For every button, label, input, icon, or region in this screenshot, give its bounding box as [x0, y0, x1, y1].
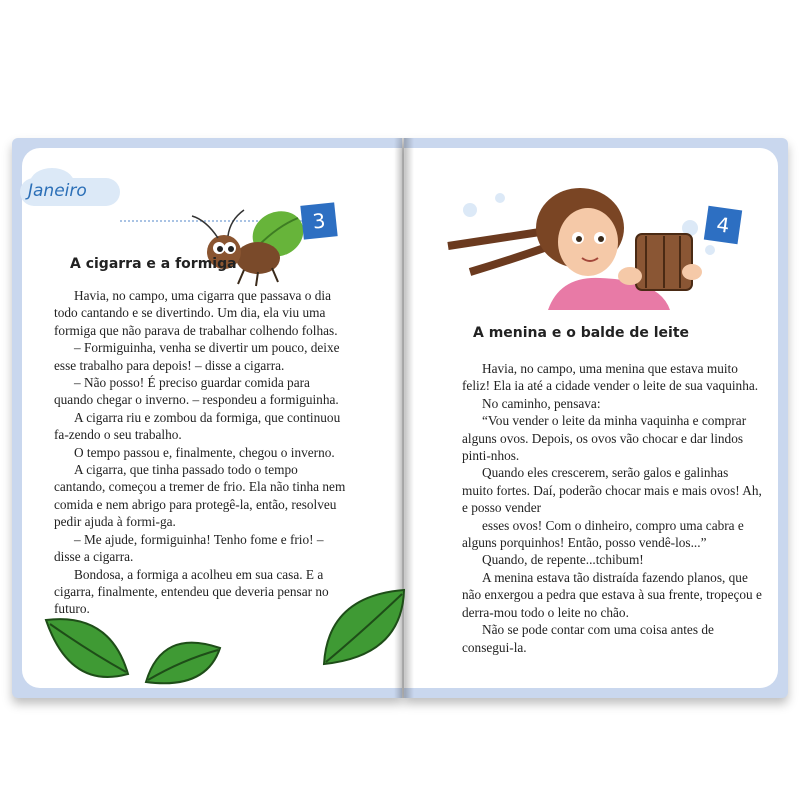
leaf-illustration	[40, 612, 136, 692]
paragraph: A cigarra riu e zombou da formiga, que continuou fa-zendo o seu trabalho.	[54, 409, 341, 443]
paragraph: O tempo passou e, finalmente, chegou o inverno.	[74, 444, 335, 460]
story-text-right	[462, 360, 762, 656]
paragraph: A menina estava tão distraída fazendo planos, que não enxergou a pedra que estava à sua frente, tropeçou e derra-mou todo o leite no chão.	[462, 569, 762, 620]
month-tab	[20, 178, 120, 206]
paragraph: – Formiguinha, venha se divertir um pouco, deixe esse trabalho para depois! – disse a cigarra.	[54, 340, 340, 373]
paragraph: Não se pode contar com uma coisa antes de consegui-la.	[462, 622, 714, 655]
story-title-right: A menina e o balde de leite	[473, 325, 690, 341]
paragraph: Havia, no campo, uma menina que estava muito feliz! Ela ia até a cidade vender o leite de sua vaquinha.	[462, 361, 759, 394]
paragraph: – Não posso! É preciso guardar comida para quando chegar o inverno. – respondeu a formiguinha.	[54, 375, 339, 408]
paragraph: – Me ajude, formiguinha! Tenho fome e frio! – disse a cigarra.	[54, 531, 324, 565]
girl-with-bucket-illustration	[440, 180, 740, 310]
paragraph: No caminho, pensava:	[482, 395, 601, 411]
ant-illustration	[186, 196, 316, 288]
page-number-badge: 4	[704, 206, 742, 244]
paragraph: “Vou vender o leite da minha vaquinha e comprar alguns ovos. Depois, os ovos vão chocar e dar lindos pinti-nhos.	[462, 413, 747, 464]
paragraph: A cigarra, que tinha passado todo o tempo cantando, começou a tremer de frio. Ela não tinha nem comida e nem abrigo para protegê-la, então, resolveu pedir ajuda à formi-ga.	[54, 462, 346, 530]
leaf-illustration	[142, 628, 224, 692]
leaf-illustration	[318, 586, 410, 672]
month-label: Janeiro	[28, 181, 87, 201]
page-number-badge: 3	[300, 202, 337, 239]
paragraph: Havia, no campo, uma cigarra que passava o dia todo cantando e se divertindo. Um dia, ela viu uma formiga que não parava de trabalhar colhendo folhas.	[54, 288, 338, 338]
paragraph: Quando, de repente...tchibum!	[482, 552, 644, 568]
paragraph: Bondosa, a formiga a acolheu em sua casa. E a cigarra, finalmente, entendeu que deveria pensar no futuro.	[54, 566, 329, 617]
paragraph: Quando eles crescerem, serão galos e galinhas muito fortes. Daí, poderão chocar mais e mais ovos! Ah, e posso vender	[462, 465, 762, 516]
story-text-left	[54, 287, 348, 618]
story-title-left: A cigarra e a formiga	[70, 256, 237, 272]
paragraph: esses ovos! Com o dinheiro, compro uma cabra e alguns porquinhos! Então, posso vendê-los...”	[462, 517, 744, 551]
